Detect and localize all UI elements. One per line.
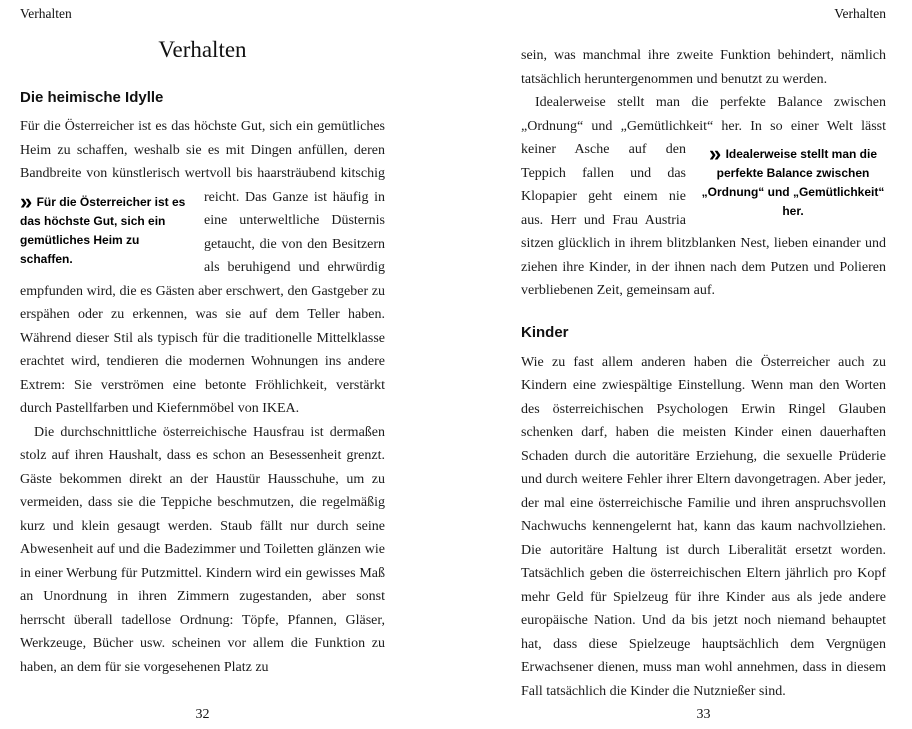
paragraph-text: keiner Asche auf den Teppich fallen und das Klopapier geht einem nie aus. Herr und Frau Austria sitzen glücklich in ihrem blitzblanken Nest, lieben einander und ziehen ihre Kinder, in der ihnen nach dem Putzen und Polieren verbliebenen Zeit, gemeinsam auf.: [521, 142, 886, 298]
pull-quote: [700, 141, 886, 221]
page-number-right: 33: [696, 707, 711, 722]
paragraph-text: Für die Österreicher ist es das höchste Gut, sich ein gemütliches Heim zu schaffen, weshalb sie es mit Dingen anfüllen, deren Bandbreite von künstlerisch wertvoll bis haarsträubend: [20, 119, 385, 181]
quote-chevron-icon: »: [709, 141, 721, 166]
paragraph: Die durchschnittliche österreichische Hausfrau ist dermaßen stolz auf ihren Haushalt, dass es schon an Besessenheit grenzt. Gäste bekommen direkt an der Haustür Hausschuhe, um zu vermeiden, dass sie die Teppiche beschmutzen, die regelmäßig kurz und klein gesaugt werden. Staub fällt nur durch seine Abwesenheit auf und die Badezimmer und Toiletten glänzen wie in einer Werbung für Putzmittel. Kindern wird ein gewisses Maß an Unordnung in ihren Zimmern zugestanden, aber sonst herrscht überall tadellose Ordnung: Töpfe, Pfannen, Gläser, Werkzeuge, Bücher usw. scheinen vor allem die Funktion zu haben, an dem für sie vorgesehenen Platz zu: [20, 424, 385, 675]
page-number-left: 32: [195, 707, 210, 722]
paragraph: [521, 91, 886, 303]
running-header-right: Verhalten: [834, 6, 886, 21]
running-header-left: Verhalten: [20, 6, 72, 21]
section-heading-kinder: Kinder: [521, 323, 569, 341]
paragraph: sein, was manchmal ihre zweite Funktion behindert, nämlich tatsächlich heruntergenommen und benutzt zu werden.: [521, 48, 886, 87]
pull-quote-text: Für die Österreicher ist es das höchste Gut, sich ein gemütliches Heim zu schaffen.: [20, 194, 186, 266]
page-right: [456, 0, 912, 729]
pull-quote-text: Idealerweise stellt man die perfekte Balance zwischen „Ordnung“ und „Gemütlichkeit“ her.: [701, 147, 885, 218]
paragraph: [20, 115, 385, 421]
pull-quote: [20, 188, 190, 269]
chapter-title: Verhalten: [158, 37, 247, 62]
section-heading-idylle: Die heimische Idylle: [20, 89, 164, 106]
paragraph-text: kitschig reicht. Das Ganze ist häufig in eine unterweltliche Düsternis getaucht, die von den Besitzern als beruhigend und ehrwürdig empfunden wird, die es Gästen aber erschwert, den Gastgeber zu erspähen oder zu erkennen, was sie auf dem Teller haben. Während dieser Stil als typisch für die traditionelle Mittelklasse erachtet wird, tendieren die modernen Wohnungen ins andere Extrem: Sie verströmen eine betonte Fröhlichkeit, verstärkt durch Pastellfarben und Kiefernmöbel von IKEA.: [20, 166, 385, 416]
paragraph-text: Idealerweise stellt man die perfekte Balance zwischen „Ordnung“ und „Gemütlichkeit“ her. In so einer Welt lässt: [521, 95, 886, 134]
quote-chevron-icon: »: [20, 188, 32, 214]
paragraph: Wie zu fast allem anderen haben die Österreicher auch zu Kindern eine zwiespältige Einstellung. Wenn man den Worten des österreichischen Psychologen Erwin Ringel Glauben schenken darf, haben die meisten Kinder einen dauerhaften Schaden durch die autoritäre Erziehung, die sexuelle Prüderie und durch weitere Fehler ihrer Eltern davongetragen. Aber jeder, der mal eine österreichische Familie und ihren anspruchsvollen Nachwuchs kennengelernt hat, kann das kaum nachvollziehen. Die autoritäre Haltung ist durch Liberalität ersetzt worden. Tatsächlich geben die österreichischen Eltern jährlich pro Kopf mehr Geld für Spielzeug für ihre Kinder aus als jede andere europäische Nation. Und da bis jetzt noch niemand behauptet hat, dass diese Spielzeuge hauptsächlich dem Vergnügen Erwachsener dienen, muss man wohl annehmen, dass in diesem Fall tatsächlich die Kinder die Nutznießer sind.: [521, 354, 886, 699]
